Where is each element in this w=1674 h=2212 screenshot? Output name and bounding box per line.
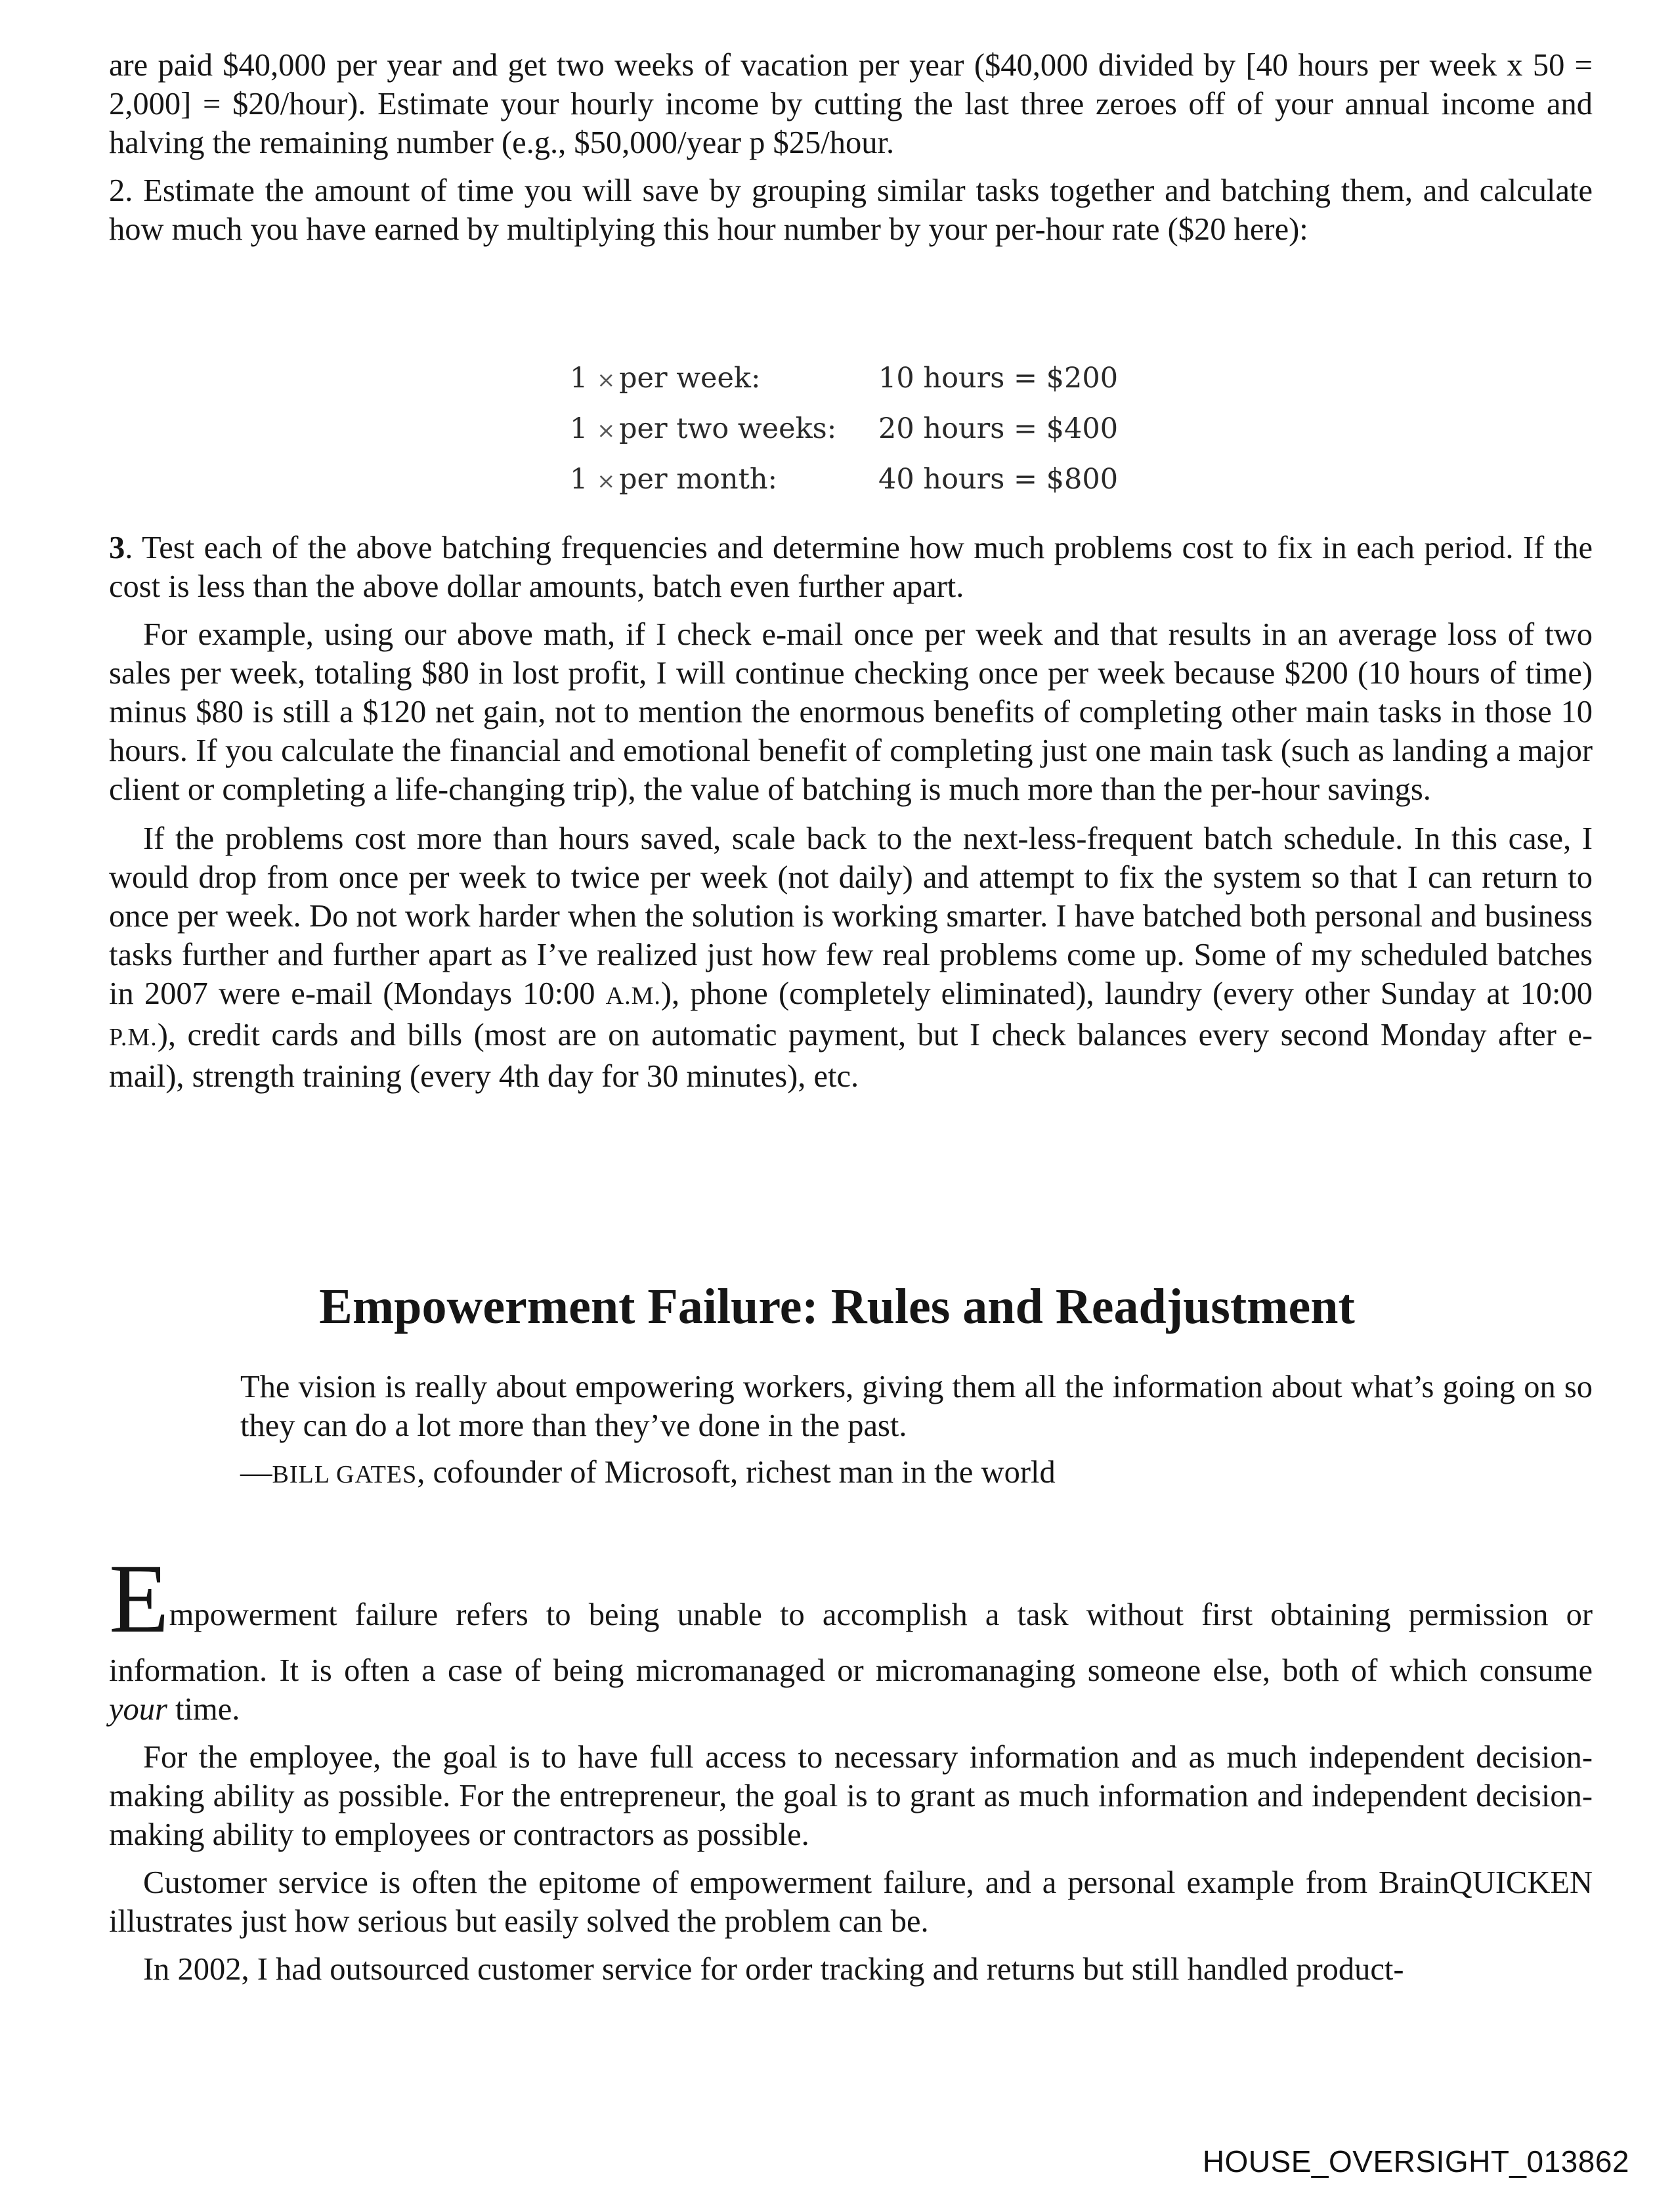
problems-text-a: If the problems cost more than hours saved, scale back to the next-less-frequent batch schedule. In this case, I would drop from once per week to twice per week (not daily) and attempt to fix the system so that I can return to once per week. Do not work harder when the solution is working smarter. I have batched both personal and business tasks further and further apart as I’ve realized just how few real problems come up. Some of my scheduled batches in 2007 were e-mail (Mondays 10:00	[109, 821, 1593, 1011]
section-title: Empowerment Failure: Rules and Readjustment	[319, 1279, 1355, 1334]
rate-value: 40 hours = $800	[878, 463, 1119, 496]
paragraph-customer-service: Customer service is often the epitome of empowerment failure, and a personal example from BrainQUICKEN illustrates just how serious but easily solved the problem can be.	[109, 1865, 1593, 1939]
rate-frequency	[570, 455, 878, 506]
attribution-description: , cofounder of Microsoft, richest man in the world	[417, 1455, 1056, 1490]
step-3-text: . Test each of the above batching frequencies and determine how much problems cost to fix in each period. If the cost is less than the above dollar amounts, batch even further apart.	[109, 531, 1593, 604]
rate-frequency-label: per month:	[619, 463, 778, 496]
paragraph-example: For example, using our above math, if I check e-mail once per week and that results in an average loss of two sales per week, totaling $80 in lost profit, I will continue checking once per week because $200 (10 hours of time) minus $80 is still a $120 net gain, not to mention the enormous benefits of completing other main tasks in those 10 hours. If you calculate the financial and emotional benefit of completing just one main task (such as landing a major client or completing a life-changing trip), the value of batching is much more than the per-hour savings.	[109, 617, 1593, 807]
section-body	[109, 1544, 1593, 1989]
batching-rate-table	[570, 354, 1118, 506]
times-symbol: ×	[597, 418, 616, 444]
rate-multiplier: 1	[570, 362, 588, 395]
problems-text-c: ), credit cards and bills (most are on automatic payment, but I check balances every second Monday after e-mail), strength training (every 4th day for 30 minutes), etc.	[109, 1018, 1593, 1094]
dropcap-line-text: mpowerment failure refers to being unable to accomplish a task without first obtaining permission or	[169, 1597, 1593, 1632]
bates-number: HOUSE_OVERSIGHT_013862	[1202, 2144, 1629, 2179]
page-body-middle	[109, 529, 1593, 1096]
epigraph-attribution	[240, 1453, 1593, 1494]
rate-value: 20 hours = $400	[878, 412, 1119, 445]
pm-marker: P.M.	[109, 1024, 158, 1051]
rate-frequency-label: per two weeks:	[619, 412, 837, 445]
emphasis-your: your	[109, 1692, 167, 1727]
paragraph-problems	[109, 819, 1593, 1096]
step-3-number: 3	[109, 531, 125, 565]
rate-multiplier: 1	[570, 463, 588, 496]
dropcap-line	[109, 1544, 1593, 1653]
rate-frequency	[570, 354, 878, 404]
attribution-author: BILL GATES	[272, 1461, 418, 1488]
empowerment-text-a: information. It is often a case of being micromanaged or micromanaging someone else, both of which consume	[109, 1653, 1593, 1688]
epigraph	[240, 1368, 1593, 1494]
attribution-dash: —	[240, 1455, 272, 1490]
rate-row	[570, 404, 1118, 455]
paragraph-step-2: 2. Estimate the amount of time you will save by grouping similar tasks together and batching them, and calculate how much you have earned by multiplying this hour number by your per-hour rate ($20 here):	[109, 173, 1593, 247]
rate-row	[570, 455, 1118, 506]
page-body-top	[109, 46, 1593, 249]
paragraph-employee-goal: For the employee, the goal is to have full access to necessary information and as much independent decision-making ability as possible. For the entrepreneur, the goal is to grant as much information and independent decision-making ability to employees or contractors as possible.	[109, 1740, 1593, 1852]
paragraph-step-3	[109, 529, 1593, 606]
drop-cap: E	[109, 1544, 169, 1653]
rate-value: 10 hours = $200	[878, 362, 1119, 395]
paragraph-2002: In 2002, I had outsourced customer service for order tracking and returns but still handled product-	[143, 1952, 1404, 1987]
rate-frequency-label: per week:	[619, 362, 761, 395]
problems-text-b: ), phone (completely eliminated), laundry (every other Sunday at 10:00	[660, 976, 1593, 1011]
times-symbol: ×	[597, 468, 616, 494]
rate-row	[570, 354, 1118, 404]
times-symbol: ×	[597, 367, 616, 393]
epigraph-quote: The vision is really about empowering workers, giving them all the information about what’s going on so they can do a lot more than they’ve done in the past.	[240, 1370, 1593, 1443]
rate-multiplier: 1	[570, 412, 588, 445]
rate-frequency	[570, 404, 878, 455]
empowerment-text-b: time.	[167, 1692, 240, 1727]
paragraph-empowerment-cont	[109, 1651, 1593, 1729]
paragraph-continued: are paid $40,000 per year and get two weeks of vacation per year ($40,000 divided by [40 hours per week x 50 = 2,000] = $20/hour). Estimate your hourly income by cutting the last three zeroes off of your annual income and halving the remaining number (e.g., $50,000/year p $25/hour.	[109, 48, 1593, 160]
am-marker: A.M.	[605, 982, 661, 1010]
